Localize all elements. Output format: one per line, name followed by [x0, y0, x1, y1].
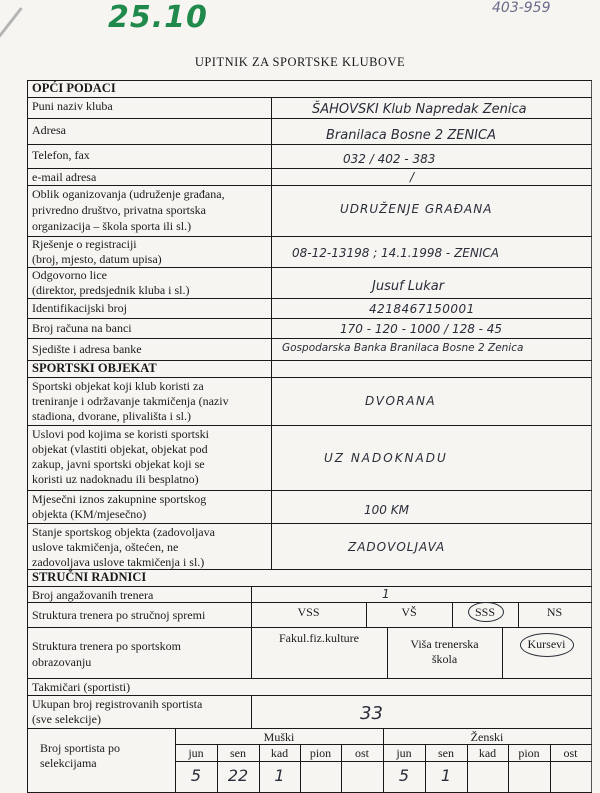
female-cat-kad: kad [478, 746, 497, 760]
registration-value: 08-12-13198 ; 14.1.1998 - ZENICA [292, 246, 499, 260]
male-cat-kad: kad [270, 746, 289, 760]
training-courses: Kursevi [527, 637, 566, 651]
male-value-sen: 22 [227, 766, 249, 785]
training-label-1: Struktura trenera po sportskom [32, 639, 181, 653]
coaches-label: Broj angažovanih trenera [32, 588, 154, 602]
phone-label: Telefon, fax [32, 148, 90, 162]
training-higher-school-2: škola [431, 652, 458, 666]
date-stamp: 25.10 [108, 0, 208, 35]
organization-label-1: Oblik oganizovanja (udruženje građana, [32, 187, 225, 201]
training-higher-school-1: Viša trenerska [410, 637, 479, 651]
id-number-value: 4218467150001 [369, 302, 475, 316]
facility-label-1: Sportski objekat koji klub koristi za [32, 379, 204, 393]
id-number-label: Identifikacijski broj [32, 301, 127, 315]
female-value-jun: 5 [398, 766, 410, 785]
club-name-label: Puni naziv kluba [32, 99, 113, 113]
male-cat-ost: ost [354, 746, 369, 760]
bank-address-value: Gospodarska Banka Branilaca Bosne 2 Zenica [282, 342, 524, 354]
female-cat-jun: jun [396, 746, 412, 760]
registration-label-1: Rješenje o registraciji [32, 237, 137, 251]
rent-value: 100 KM [364, 503, 409, 517]
female-value-sen: 1 [440, 766, 452, 785]
section-general: OPĆI PODACI [32, 81, 116, 95]
male-cat-sen: sen [230, 746, 246, 760]
female-cat-sen: sen [438, 746, 454, 760]
responsible-label-1: Odgovorno lice [32, 268, 107, 282]
rent-label-1: Mjesečni iznos zakupnine sportskog [32, 492, 207, 506]
rent-label-2: objekta (KM/mjesečno) [32, 507, 147, 521]
bank-account-label: Broj računa na banci [32, 321, 132, 335]
male-cat-pion: pion [309, 746, 332, 760]
form-title: UPITNIK ZA SPORTSKE KLUBOVE [194, 55, 406, 69]
athletes-section-label: Takmičari (sportisti) [32, 680, 131, 694]
reference-number: 403-959 [492, 0, 551, 16]
phone-value: 032 / 402 - 383 [343, 152, 436, 166]
male-value-jun: 5 [190, 766, 202, 785]
email-value: / [410, 170, 415, 184]
education-vs: VŠ [401, 605, 417, 619]
selection-label-1: Broj sportista po [40, 741, 120, 755]
total-athletes-value: 33 [360, 703, 383, 724]
state-value: ZADOVOLJAVA [348, 540, 446, 554]
organization-label-2: privredno društvo, privatna sportska [32, 203, 206, 217]
total-athletes-label-2: (sve selekcije) [32, 712, 101, 726]
training-label-2: obrazovanju [32, 655, 92, 669]
conditions-label-4: koristi uz nadoknadu ili besplatno) [32, 472, 199, 486]
conditions-value: UZ NADOKNADU [324, 451, 448, 465]
education-label: Struktura trenera po stručnoj spremi [32, 608, 206, 622]
responsible-label-2: (direktor, predsjednik kluba i sl.) [32, 283, 190, 297]
education-ns: NS [546, 605, 563, 619]
state-label-2: uslove takmičenja, oštećen, ne [32, 540, 179, 554]
responsible-value: Jusuf Lukar [372, 279, 445, 294]
bank-address-label: Sjedište i adresa banke [32, 342, 142, 356]
female-header: Ženski [470, 730, 504, 744]
training-selected-circle [520, 633, 574, 657]
pen-mark [0, 7, 23, 37]
conditions-label-1: Uslovi pod kojima se koristi sportski [32, 427, 209, 441]
female-cat-ost: ost [563, 746, 578, 760]
state-label-3: zadovoljava uslove takmičenja i sl.) [32, 555, 205, 569]
state-label-1: Stanje sportskog objekta (zadovoljava [32, 525, 215, 539]
total-athletes-label-1: Ukupan broj registrovanih sportista [32, 697, 203, 711]
conditions-label-2: objekat (vlastiti objekat, objekat pod [32, 442, 208, 456]
facility-label-3: stadiona, dvorane, plivališta i sl.) [32, 409, 191, 423]
male-value-kad: 1 [274, 766, 285, 785]
facility-value: DVORANA [365, 394, 437, 408]
bank-account-value: 170 - 120 - 1000 / 128 - 45 [340, 322, 503, 336]
education-vss: VSS [297, 605, 320, 619]
conditions-label-3: zakup, javni sportski objekat koji se [32, 457, 205, 471]
section-staff: STRUČNI RADNICI [32, 570, 147, 584]
male-header: Muški [263, 730, 295, 744]
club-name-value: ŠAHOVSKI Klub Napredak Zenica [312, 102, 527, 117]
registration-label-2: (broj, mjesto, datum upisa) [32, 252, 162, 266]
female-cat-pion: pion [518, 746, 540, 760]
training-faculty: Fakul.fiz.kulture [279, 631, 359, 645]
education-sss: SSS [474, 605, 496, 619]
male-cat-jun: jun [188, 746, 204, 760]
education-selected-circle [468, 602, 504, 622]
organization-label-3: organizacija – škola sporta ili sl.) [32, 219, 192, 233]
organization-value: UDRUŽENJE GRAĐANA [340, 202, 493, 216]
address-label: Adresa [32, 123, 66, 137]
address-value: Branilaca Bosne 2 ZENICA [326, 128, 496, 143]
selection-label-2: selekcijama [40, 756, 97, 770]
coaches-value: 1 [382, 587, 390, 601]
email-label: e-mail adresa [32, 170, 97, 184]
section-facility: SPORTSKI OBJEKAT [32, 361, 157, 375]
facility-label-2: treniranje i održavanje takmičenja (naziv [32, 394, 229, 408]
